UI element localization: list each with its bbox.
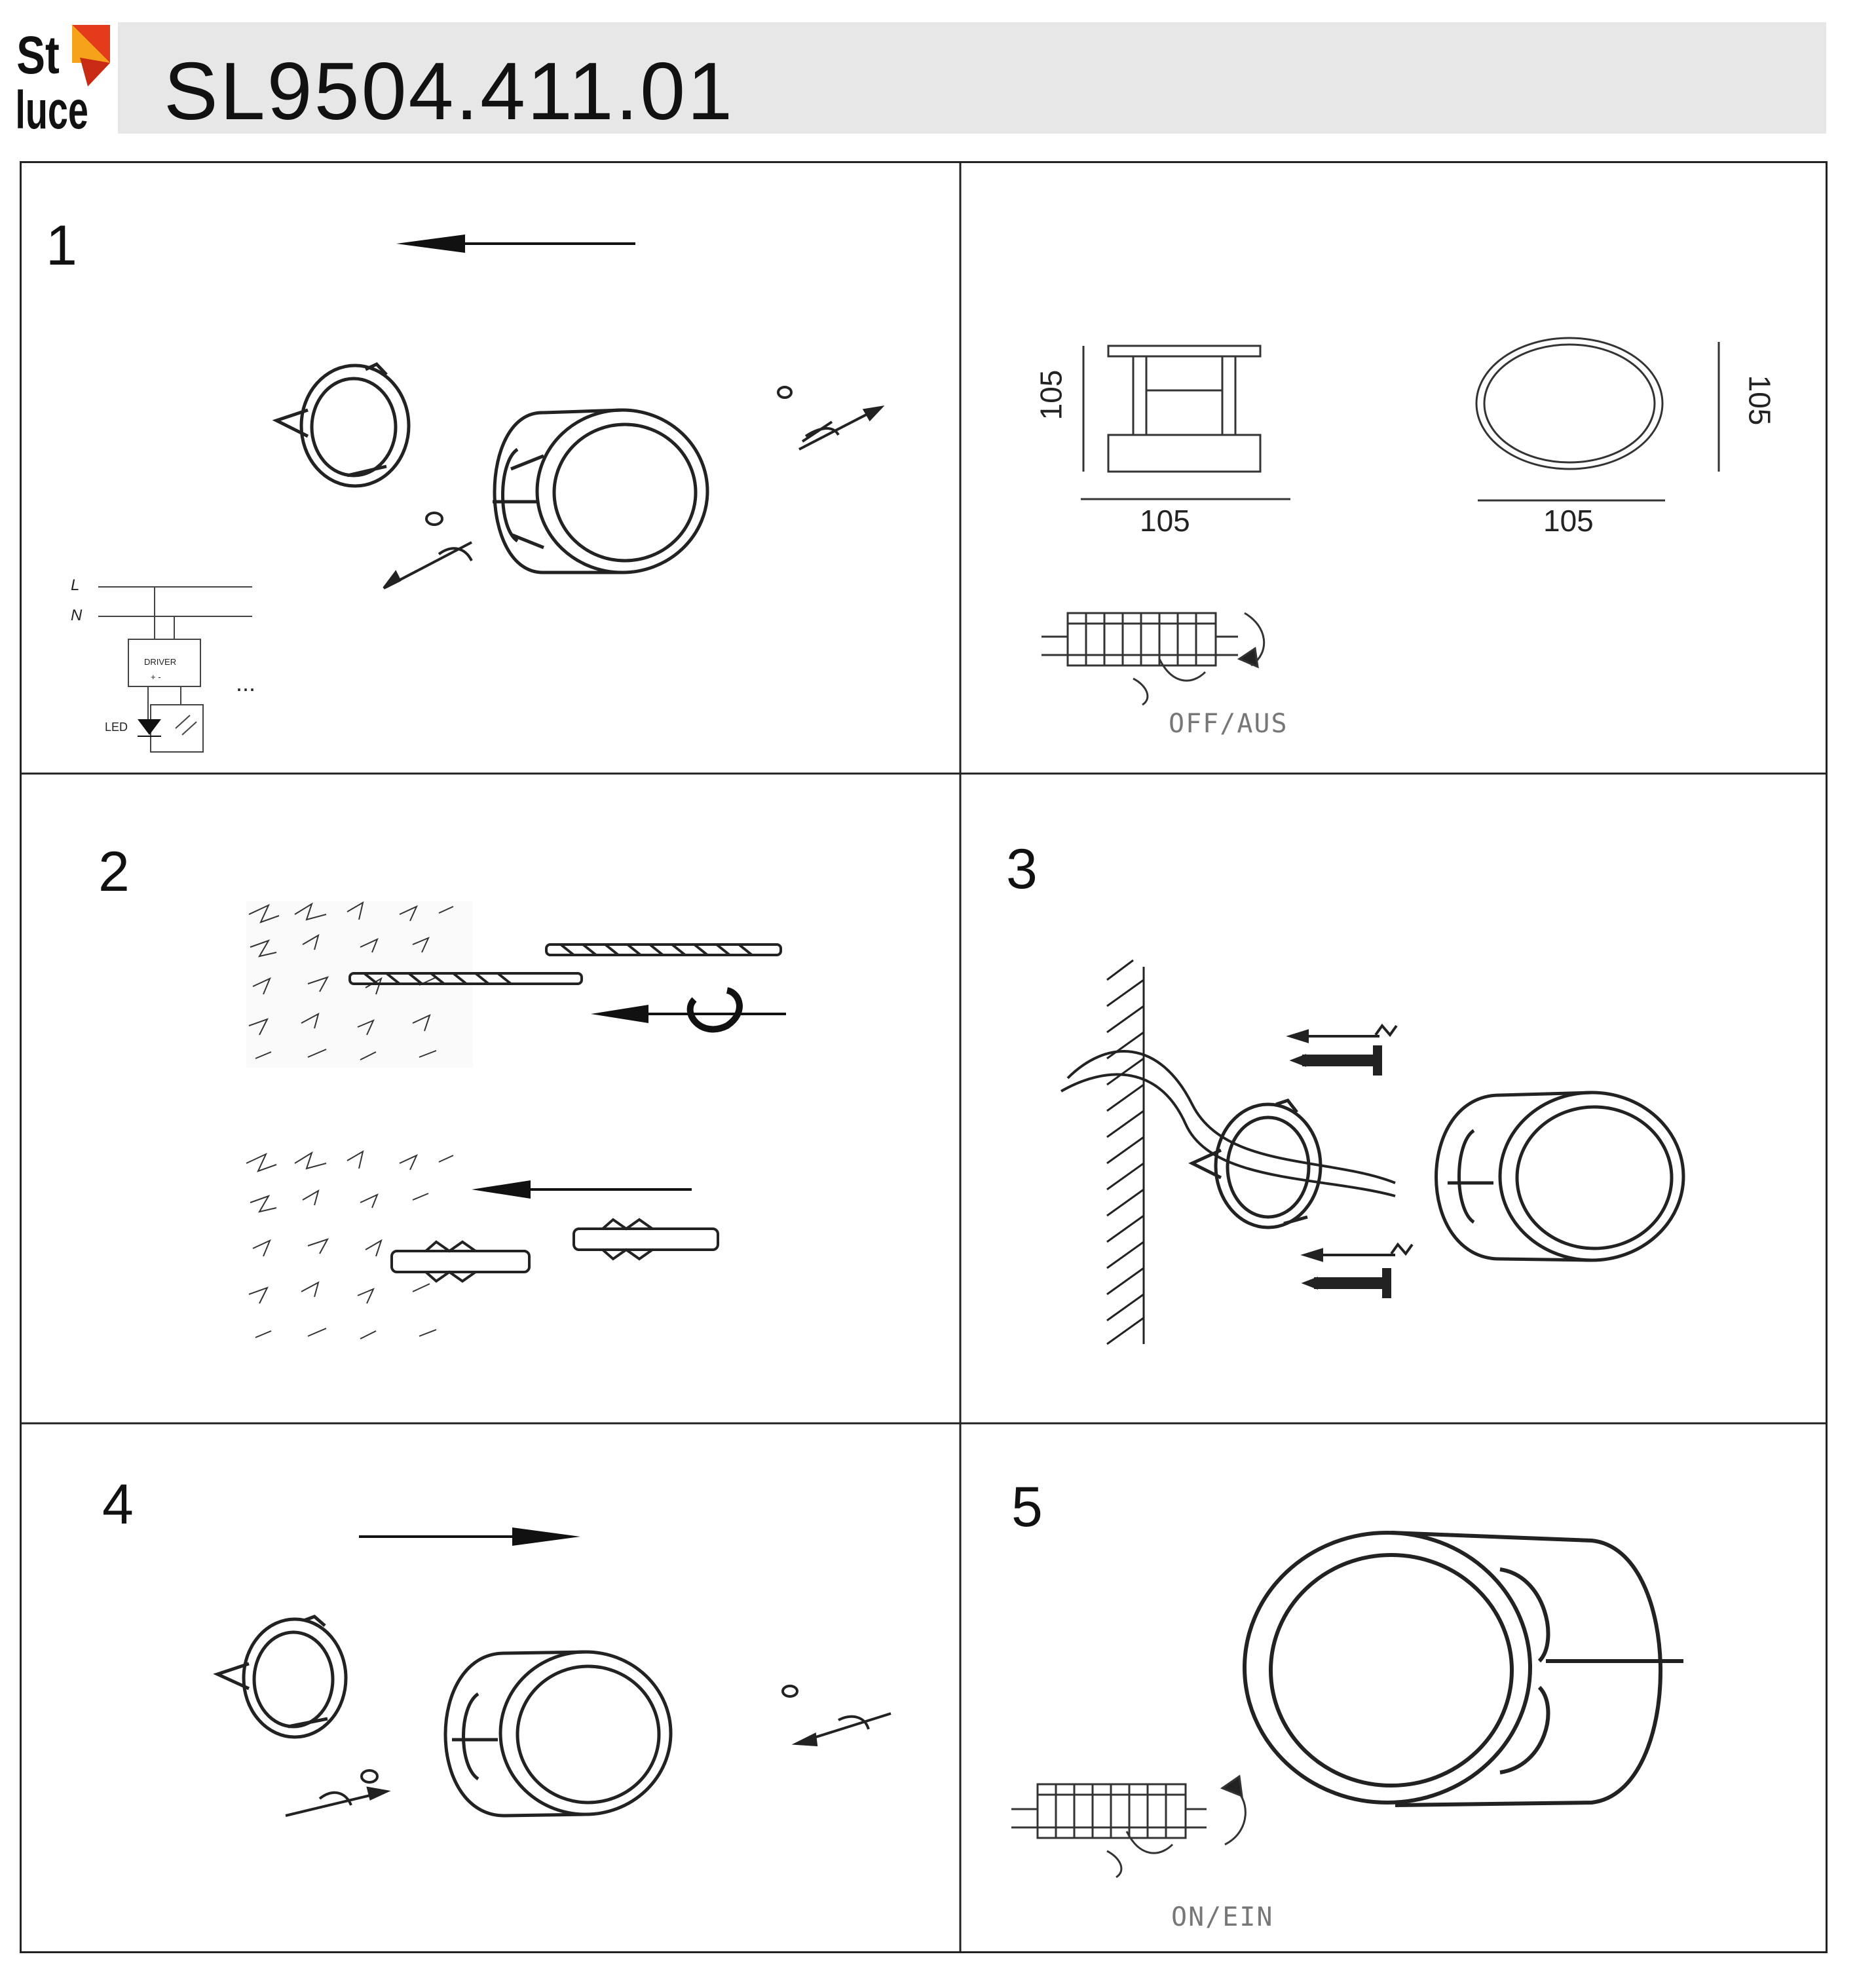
side-width-dim: 105 <box>1140 504 1190 538</box>
wire-label-l: L <box>71 576 80 594</box>
model-number: SL9504.411.01 <box>164 47 735 137</box>
front-width-dim: 105 <box>1543 504 1594 538</box>
switch-on-label: ON/EIN <box>1171 1902 1274 1932</box>
step-3-number: 3 <box>1006 838 1038 901</box>
terminal-block-on <box>1011 1776 1245 1877</box>
lamp-assembled <box>1245 1533 1683 1805</box>
logo-top-text: St <box>16 25 60 85</box>
step-5-number: 5 <box>1011 1476 1043 1539</box>
driver-polarity: + - <box>151 672 161 682</box>
logo-bottom-text: luce <box>15 80 88 136</box>
side-height-dim: 105 <box>1034 369 1068 421</box>
step-2-number: 2 <box>98 840 130 903</box>
front-height-dim: 105 <box>1742 375 1777 426</box>
switch-off-label: OFF/AUS <box>1169 709 1288 739</box>
step-1-number: 1 <box>46 214 77 277</box>
instruction-grid <box>20 161 1828 1953</box>
driver-label: DRIVER <box>144 657 177 667</box>
wiring-ellipsis: ... <box>236 669 256 696</box>
step-5-illustration <box>20 161 1828 1953</box>
st-luce-logo <box>14 21 119 136</box>
led-label: LED <box>105 720 128 734</box>
wire-label-n: N <box>71 607 83 624</box>
step-4-number: 4 <box>102 1473 134 1536</box>
